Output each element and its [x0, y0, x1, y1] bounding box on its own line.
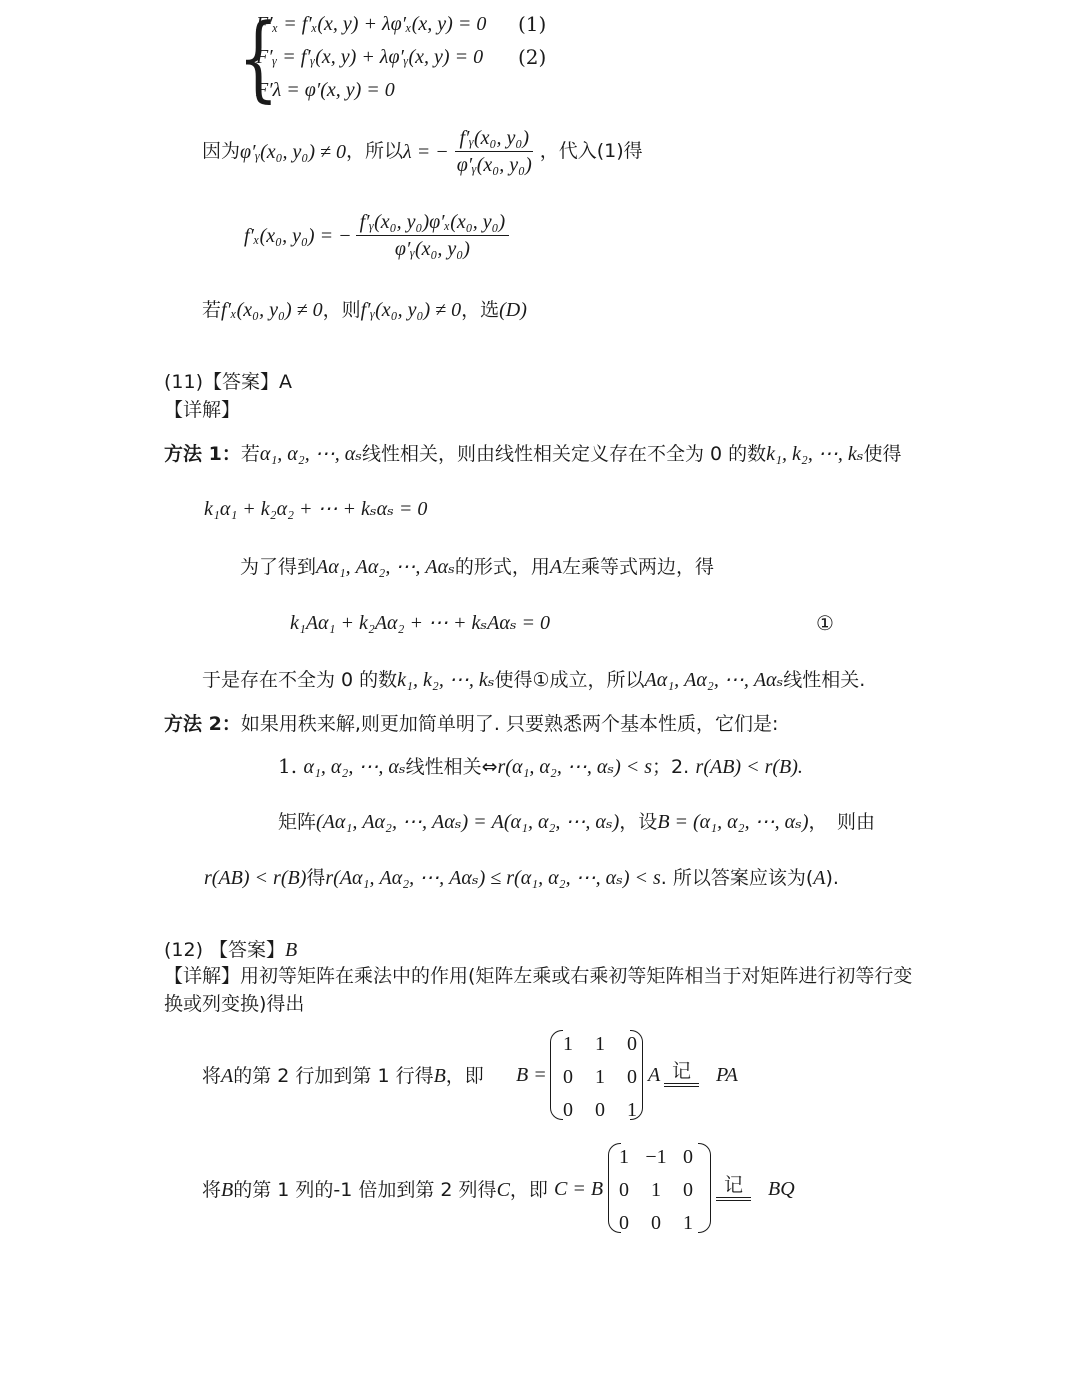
rowop-def	[664, 1062, 699, 1087]
method1-vectors: α₁, α₂, ⋯, αₛ	[259, 443, 362, 465]
fx-fraction	[356, 212, 510, 259]
so-text: ，所以	[346, 140, 404, 162]
system-tag-1: (1)	[518, 12, 547, 36]
final-text-e: ).	[825, 867, 839, 889]
q12-rowop-line	[202, 1065, 484, 1086]
lambda-numerator: f′ᵧ(x₀, y₀)	[455, 128, 533, 152]
matrix-cell: 0	[627, 1066, 637, 1088]
fx-denominator: φ′ᵧ(x₀, y₀)	[394, 238, 470, 260]
fx-numerator: f′ᵧ(x₀, y₀)φ′ₓ(x₀, y₀)	[356, 212, 510, 236]
choose-answer: (D)	[499, 299, 527, 321]
step-vectors: Aα₁, Aα₂, ⋯, Aαₛ	[316, 556, 455, 578]
q12-header	[164, 939, 297, 960]
matrix-cell: 0	[619, 1179, 629, 1201]
rowop-text-a: 将	[202, 1065, 222, 1087]
method2-label: 方法 2：	[164, 713, 241, 735]
fx-lhs: f′ₓ(x₀, y₀) = −	[244, 224, 352, 247]
q11-method1-line	[164, 443, 901, 464]
colop-B: B	[221, 1179, 234, 1201]
conclusion-line-q10	[202, 299, 527, 320]
final-answer: A	[813, 867, 826, 889]
q12-detail-b: 换或列变换)得出	[164, 993, 305, 1015]
final-rank-a: r(AB) < r(B)	[204, 867, 307, 889]
system-tag-2: (2)	[518, 45, 547, 69]
rowop-B: B	[433, 1065, 446, 1087]
if-text: 若	[202, 299, 222, 321]
rowop-after-A: A	[648, 1064, 661, 1086]
conc-text-b: 使得①成立，所以	[494, 669, 645, 691]
then-cond: f′ᵧ(x₀, y₀) ≠ 0	[360, 299, 462, 321]
final-text-d: . 所以答案应该为(	[660, 867, 814, 889]
colop-def-symbol: 记	[716, 1176, 751, 1201]
q11-method2-line	[164, 713, 778, 734]
prop1-vectors: α₁, α₂, ⋯, αₛ	[303, 756, 406, 778]
matrix-text-c: ， 则由	[808, 811, 875, 833]
matrix-cell: 1	[627, 1099, 637, 1121]
q11-detail-label: 【详解】	[164, 399, 241, 421]
q11-eq2-tag: ①	[816, 611, 834, 635]
matrix-cell: 0	[683, 1179, 693, 1201]
step-text-c: 左乘等式两边，得	[562, 556, 715, 578]
matrix-cell: 0	[651, 1212, 661, 1234]
step-matrix-A: A	[549, 556, 563, 578]
lambda-denominator: φ′ᵧ(x₀, y₀)	[456, 154, 532, 176]
because-text: 因为	[202, 140, 241, 162]
q11-eq1: k₁α₁ + k₂α₂ + ⋯ + kₛαₛ = 0	[204, 498, 428, 520]
choose-text: ，选	[461, 299, 500, 321]
matrix-equation: (Aα₁, Aα₂, ⋯, Aαₛ) = A(α₁, α₂, ⋯, αₛ)	[316, 811, 620, 833]
colop-text-a: 将	[202, 1179, 222, 1201]
method1-coeffs: k₁, k₂, ⋯, kₛ	[766, 443, 864, 465]
conc-text-a: 于是存在不全为 0 的数	[202, 669, 398, 691]
matrix-cell: 0	[563, 1099, 573, 1121]
system-eq-3: F′λ = φ′(x, y) = 0	[256, 79, 395, 101]
colop-C: C	[496, 1179, 510, 1201]
q11-final-line	[204, 867, 839, 888]
matrix-row	[608, 1207, 704, 1240]
lambda-lhs: λ = −	[403, 140, 449, 163]
q11-conclusion-line	[202, 669, 865, 690]
prop1-rank: r(α₁, α₂, ⋯, αₛ) < s	[497, 756, 653, 778]
substitute-text: ，代入(1)得	[539, 140, 643, 162]
colop-lhs: C = B	[554, 1178, 604, 1200]
matrix-cell: 0	[627, 1033, 637, 1055]
colop-text-b: 的第 1 列的-1 倍加到第 2 列得	[233, 1179, 497, 1201]
colop-text-c: ，即	[509, 1179, 548, 1201]
prop1-number: 1.	[278, 754, 298, 778]
q11-header: (11)【答案】A	[164, 371, 292, 393]
matrix-cell: 0	[619, 1212, 629, 1234]
method1-text-b: 线性相关，则由线性相关定义存在不全为 0 的数	[362, 443, 767, 465]
system-eq-1: F′ₓ = f′ₓ(x, y) + λφ′ₓ(x, y) = 0	[256, 13, 487, 35]
lambda-line	[202, 128, 643, 175]
rowop-text-c: ，即	[445, 1065, 484, 1087]
method1-text-c: 使得	[863, 443, 902, 465]
matrix-B-def: B = (α₁, α₂, ⋯, αₛ)	[657, 811, 809, 833]
q11-matrix-line	[278, 811, 875, 832]
matrix-text-a: 矩阵	[278, 811, 317, 833]
q11-properties-line	[278, 756, 803, 777]
matrix-row	[608, 1174, 704, 1207]
matrix-text-b: ，设	[619, 811, 658, 833]
lambda-fraction	[453, 128, 536, 175]
method1-label: 方法 1：	[164, 443, 241, 465]
if-cond: f′ₓ(x₀, y₀) ≠ 0	[221, 299, 323, 321]
colop-result: BQ	[768, 1178, 795, 1200]
q12-detail-a: 【详解】用初等矩阵在乘法中的作用(矩阵左乘或右乘初等矩阵相当于对矩阵进行初等行变	[164, 965, 913, 987]
rowop-text-b: 的第 2 行加到第 1 行得	[233, 1065, 434, 1087]
step-text-a: 为了得到	[240, 556, 317, 578]
system-brace: {	[238, 6, 279, 114]
matrix-cell: 1	[619, 1146, 629, 1168]
q12-header-text: (12) 【答案】	[164, 939, 286, 961]
then-text: ，则	[322, 299, 361, 321]
matrix-row	[608, 1141, 704, 1174]
q12-colop-line	[202, 1179, 548, 1200]
rowop-result: PA	[716, 1064, 738, 1086]
matrix-cell: 0	[595, 1099, 605, 1121]
conc-vectors: Aα₁, Aα₂, ⋯, Aαₛ	[644, 669, 784, 691]
matrix2-right-paren	[698, 1143, 711, 1233]
matrix1-right-paren	[630, 1030, 643, 1120]
matrix-cell: 0	[563, 1066, 573, 1088]
conc-coeffs: k₁, k₂, ⋯, kₛ	[397, 669, 495, 691]
rowop-def-symbol: 记	[664, 1062, 699, 1087]
prop1-text: 线性相关⇔	[405, 756, 498, 778]
matrix-cell: 1	[563, 1033, 573, 1055]
final-text-b: 得	[306, 867, 326, 889]
rowop-lhs: B =	[516, 1064, 547, 1086]
step-text-b: 的形式，用	[454, 556, 550, 578]
matrix-cell: 1	[595, 1033, 605, 1055]
colop-def	[716, 1176, 751, 1201]
matrix-cell: 1	[595, 1066, 605, 1088]
prop2-number: ；2.	[652, 756, 690, 778]
method1-text-a: 若	[240, 443, 260, 465]
matrix-cell: −1	[645, 1146, 667, 1168]
system-eq-2: F′ᵧ = f′ᵧ(x, y) + λφ′ᵧ(x, y) = 0	[256, 46, 484, 68]
cond-expr: φ′ᵧ(x₀, y₀) ≠ 0	[240, 140, 347, 163]
matrix-2	[608, 1141, 704, 1240]
matrix-cell: 1	[651, 1179, 661, 1201]
conc-text-c: 线性相关.	[783, 669, 866, 691]
rowop-A: A	[221, 1065, 234, 1087]
fx-line	[244, 212, 513, 259]
method2-text: 如果用秩来解,则更加简单明了. 只要熟悉两个基本性质，它们是:	[240, 713, 779, 735]
q12-header-answer: B	[285, 939, 298, 961]
matrix-cell: 0	[683, 1146, 693, 1168]
prop2-rank: r(AB) < r(B).	[695, 756, 803, 778]
final-rank-c: r(Aα₁, Aα₂, ⋯, Aαₛ) ≤ r(α₁, α₂, ⋯, αₛ) < s	[325, 867, 661, 889]
matrix-cell: 1	[683, 1212, 693, 1234]
q11-eq2: k₁Aα₁ + k₂Aα₂ + ⋯ + kₛAαₛ = 0	[290, 612, 551, 634]
q11-step-line	[240, 556, 714, 577]
